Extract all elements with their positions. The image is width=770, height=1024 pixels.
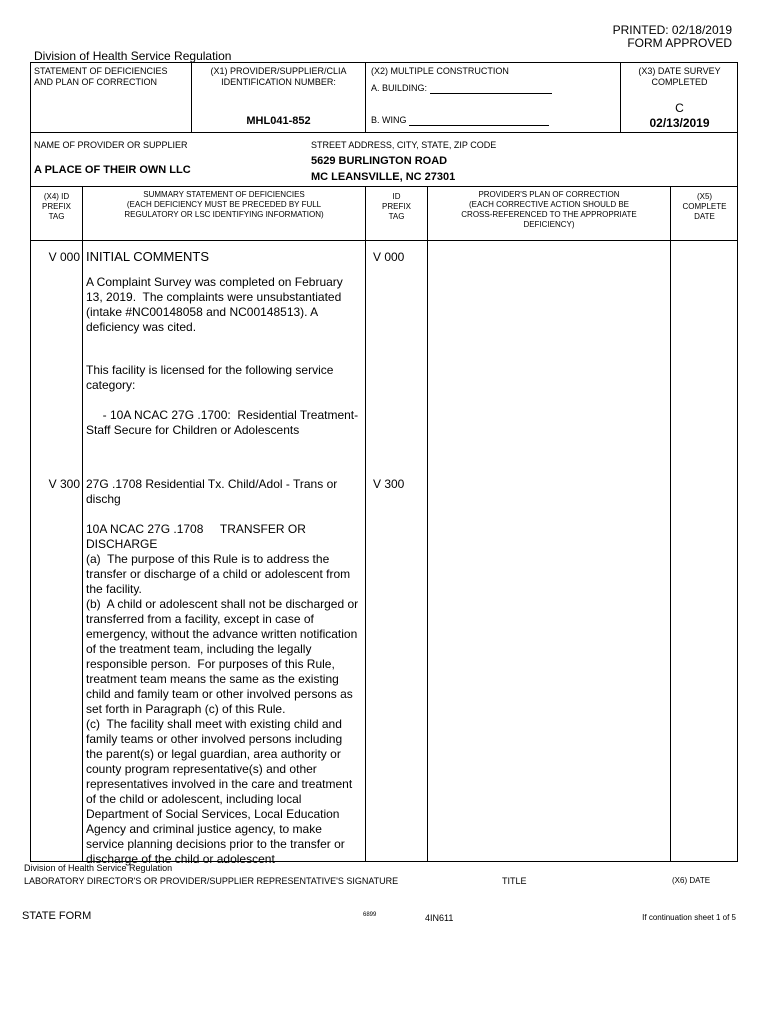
x1-label: (X1) PROVIDER/SUPPLIER/CLIA IDENTIFICATION NUMBER: xyxy=(210,66,347,87)
entry-title: 27G .1708 Residential Tx. Child/Adol - Trans or dischg xyxy=(86,477,341,506)
division-title: Division of Health Service Regulation xyxy=(34,49,232,63)
statement-label: STATEMENT OF DEFICIENCIES AND PLAN OF CORRECTION xyxy=(34,66,168,87)
id-tag-v300: V 300 xyxy=(373,477,405,491)
form-number: 6899 xyxy=(363,912,377,918)
building-field xyxy=(371,83,552,94)
building-blank xyxy=(430,85,552,94)
wing-label: B. WING xyxy=(371,115,407,125)
x6-date-label: (X6) DATE xyxy=(672,876,711,885)
entry-paragraph: - 10A NCAC 27G .1700: Residential Treatment-Staff Secure for Children or Adolescents xyxy=(86,408,359,437)
col-header-id: ID PREFIX TAG xyxy=(382,192,411,221)
entry-paragraph: 10A NCAC 27G .1708 TRANSFER OR DISCHARGE (a) The purpose of this Rule is to address the transfer or discharge of a child or adolescent from the facility. (b) A child or adolescent shall not be discharged or transferred from a facility, except in case of emergency, without the advance written notification of the treatment team, including the legally responsible person. For purposes of this Rule, treatment team means the same as the existing child and family team or other involved persons as set forth in Paragraph (c) of this Rule. (c) The facility shall meet with existing child and family teams or other involved persons including the parent(s) or legal guardian, area authority or county program representative(s) and other representatives involved in the care and treatment of the child or adolescent, including local Department of Social Services, Local Education Agency and criminal justice agency, to make service planning decisions prior to the transfer or discharge of the child or adolescent xyxy=(86,522,359,866)
state-form-label: STATE FORM xyxy=(22,910,92,922)
id-tag-v000: V 000 xyxy=(373,250,405,264)
signature-label: LABORATORY DIRECTOR'S OR PROVIDER/SUPPLIER REPRESENTATIVE'S SIGNATURE xyxy=(24,876,399,886)
form-approved: FORM APPROVED xyxy=(627,36,732,50)
col-header-summary: SUMMARY STATEMENT OF DEFICIENCIES (EACH DEFICIENCY MUST BE PRECEDED BY FULL REGULATORY OR LSC IDENTIFYING INFORMATION) xyxy=(124,190,324,219)
wing-field xyxy=(371,115,549,126)
x2-label: (X2) MULTIPLE CONSTRUCTION xyxy=(371,66,509,76)
provider-city: MC LEANSVILLE, NC 27301 xyxy=(311,171,456,183)
entry-title: INITIAL COMMENTS xyxy=(86,249,210,264)
title-label: TITLE xyxy=(502,876,527,886)
doc-code: 4IN611 xyxy=(425,913,454,923)
provider-name: A PLACE OF THEIR OWN LLC xyxy=(34,164,191,176)
printed-date: PRINTED: 02/18/2019 xyxy=(612,23,732,37)
building-label: A. BUILDING: xyxy=(371,83,428,93)
address-label: STREET ADDRESS, CITY, STATE, ZIP CODE xyxy=(311,140,497,150)
entry-paragraph: This facility is licensed for the following service category: xyxy=(86,363,337,392)
survey-type: C xyxy=(675,101,684,115)
col-header-x4: (X4) ID PREFIX TAG xyxy=(42,192,71,221)
entry-v000 xyxy=(86,249,362,453)
survey-date: 02/13/2019 xyxy=(649,116,710,130)
col-header-plan: PROVIDER'S PLAN OF CORRECTION (EACH CORRECTIVE ACTION SHOULD BE CROSS-REFERENCED TO THE APPROPRIATE DEFICIENCY) xyxy=(461,190,637,229)
entry-v300 xyxy=(86,477,362,867)
continuation-sheet: If continuation sheet 1 of 5 xyxy=(642,913,736,922)
entry-paragraph: A Complaint Survey was completed on February 13, 2019. The complaints were unsubstantiated (intake #NC00148058 and NC00148513). A deficiency was cited. xyxy=(86,275,347,334)
provider-street: 5629 BURLINGTON ROAD xyxy=(311,155,448,167)
x3-label: (X3) DATE SURVEY COMPLETED xyxy=(638,66,721,87)
provider-id: MHL041-852 xyxy=(246,115,311,127)
provider-name-label: NAME OF PROVIDER OR SUPPLIER xyxy=(34,140,188,150)
tag-v000: V 000 xyxy=(48,250,80,264)
tag-v300: V 300 xyxy=(48,477,80,491)
wing-blank xyxy=(409,117,549,126)
footer-division: Division of Health Service Regulation xyxy=(24,863,173,873)
col-header-x5: (X5) COMPLETE DATE xyxy=(682,192,727,221)
